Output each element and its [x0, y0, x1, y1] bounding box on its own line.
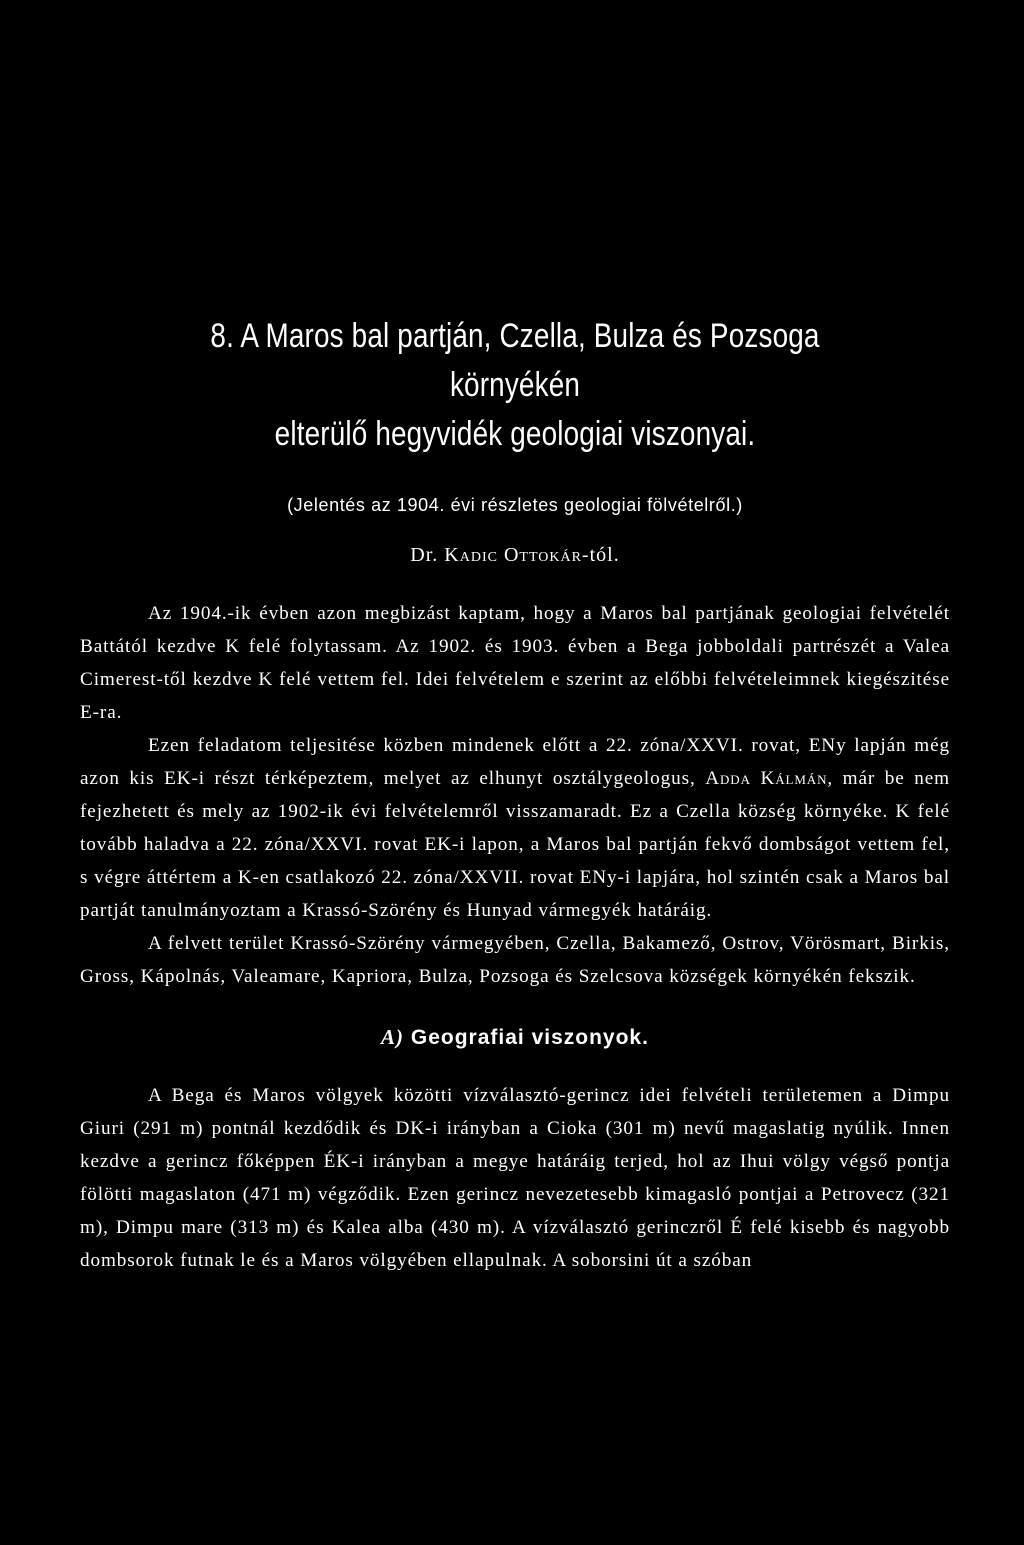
section-heading — [80, 1023, 950, 1052]
author-prefix: Dr. — [410, 544, 439, 566]
page-title — [158, 312, 871, 459]
paragraph-2-part-1: Ezen feladatom teljesitése közben mindenek előtt a 22. zóna/XXVI. rovat, ENy lapján még azon kis EK-i részt térképeztem, melyet az elhunyt osztálygeologus, — [80, 735, 950, 789]
section-letter: A) — [381, 1025, 405, 1049]
author-name: Kadic Ottokár — [444, 544, 582, 566]
author-line — [80, 542, 950, 568]
paragraph-1: Az 1904.-ik évben azon megbizást kaptam, hogy a Maros bal partjának geologiai felvételét Battától kezdve K felé folytassam. Az 1902. és 1903. évben a Bega jobboldali partrészét a Valea Cimerest-től kezdve K felé vettem fel. Idei felvételem e szerint az előbbi felvételeimnek kiegészitése E-ra. — [80, 603, 950, 723]
section-heading-text: Geografiai viszonyok. — [410, 1026, 649, 1049]
paragraph-3: A felvett terület Krassó-Szörény vármegyében, Czella, Bakamező, Ostrov, Vörösmart, Birkis, Gross, Kápolnás, Valeamare, Kapriora, Bulza, Pozsoga és Szelcsova községek környékén fekszik. — [80, 933, 950, 987]
paragraph-2-part-2: , már be nem fejezhetett és mely az 1902-ik évi felvételemről visszamaradt. Ez a Czella község környéke. K felé tovább haladva a 22. zóna/XXVI. rovat EK-i lapon, a Maros bal partján fekvő dombságot vettem fel, s végre áttértem a K-en csatlakozó 22. zóna/XXVII. rovat ENy-i lapjára, hol szintén csak a Maros bal partját tanulmányoztam a Krassó-Szörény és Hunyad vármegyék határáig. — [80, 768, 950, 921]
author-suffix: -tól. — [581, 544, 620, 566]
paragraph-2 — [80, 729, 950, 927]
paragraph-4: A Bega és Maros völgyek közötti vízválasztó-gerincz idei felvételi területemen a Dimpu Giuri (291 m) pontnál kezdődik és DK-i irányban a Cioka (301 m) nevű magaslatig nyúlik. Innen kezdve a gerincz főképpen ÉK-i irányban a megye határáig terjed, hol az Ihui völgy végső pontja fölötti magaslaton (471 m) végződik. Ezen gerincz nevezetesebb kimagasló pontjai a Petrovecz (321 m), Dimpu mare (313 m) és Kalea alba (430 m). A vízválasztó gerinczről É felé kisebb és nagyobb dombsorok futnak le és a Maros völgyében ellapulnak. A soborsini út a szóban — [80, 1085, 950, 1271]
title-line-1: 8. A Maros bal partján, Czella, Bulza és Pozsoga környékén — [210, 317, 820, 404]
title-line-2: elterülő hegyvidék geologiai viszonyai. — [274, 415, 756, 453]
document-page — [80, 312, 950, 1277]
report-note: (Jelentés az 1904. évi részletes geologiai fölvételről.) — [287, 495, 743, 515]
person-name: Adda Kálmán — [705, 768, 828, 789]
